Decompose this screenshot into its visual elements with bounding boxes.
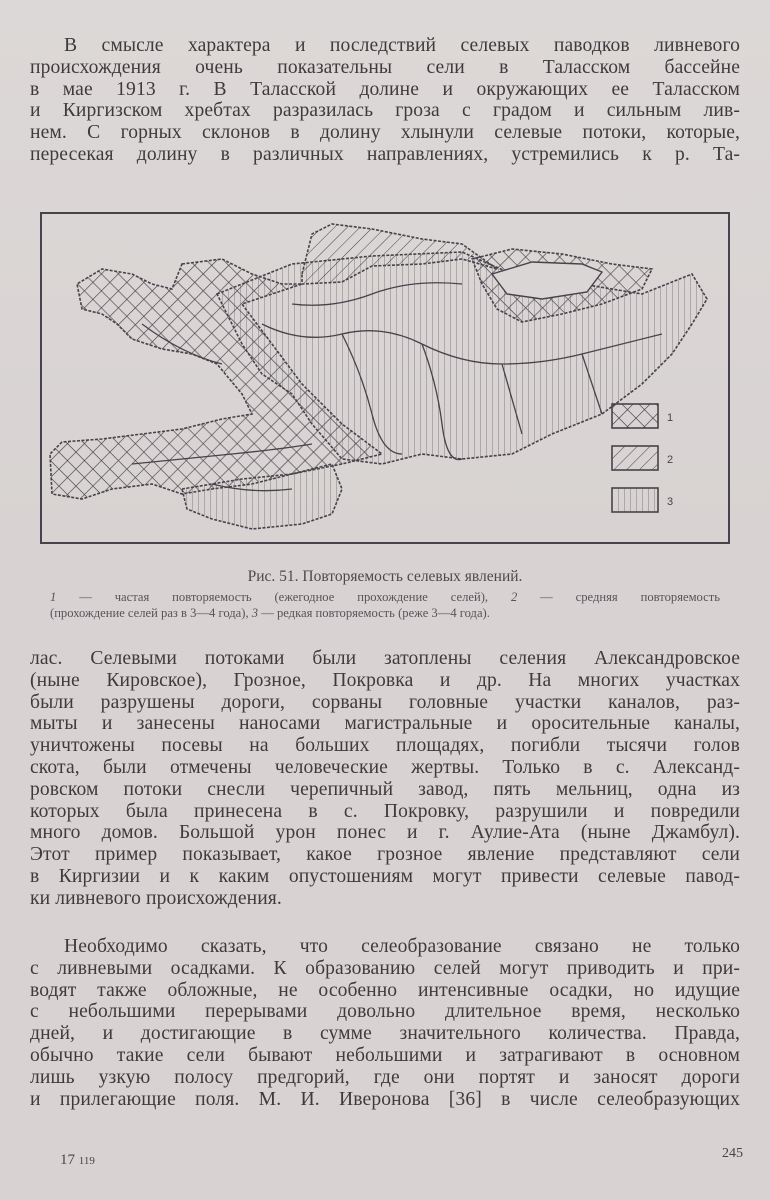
legend-label-3: 3 bbox=[667, 496, 674, 508]
text-line: и прилегающие поля. М. И. Иверонова [36] в числе селеобразующих bbox=[30, 1088, 740, 1110]
text-line: водят также обложные, не особенно интенсивные осадки, но идущие bbox=[30, 979, 740, 1001]
text-line: пересекая долину в различных направлениях, устремились к р. Та- bbox=[30, 143, 740, 165]
text-line: в мае 1913 г. В Таласской долине и окружающих ее Таласском bbox=[30, 78, 740, 100]
figure-caption-title: Рис. 51. Повторяемость селевых явлений. bbox=[247, 568, 523, 585]
text-line: много домов. Большой урон понес и г. Аулие-Ата (ныне Джамбул). bbox=[30, 822, 740, 844]
text-line: с небольшими перерывами довольно длительное время, несколько bbox=[30, 1001, 740, 1023]
text-line: происхождения очень показательны сели в Таласском бассейне bbox=[30, 56, 740, 78]
caption-line: 1 — частая повторяемость (ежегодное прохождение селей), 2 — средняя повторяемость bbox=[50, 590, 721, 604]
figure-mudflow-map bbox=[40, 212, 730, 544]
paragraph-talas-mudflows bbox=[30, 35, 740, 166]
text-line: Этот пример показывает, какое грозное явление представляют сели bbox=[30, 844, 740, 866]
text-line: дней, и достигающие в сумме значительного количества. Правда, bbox=[30, 1023, 740, 1045]
text-line: Необходимо сказать, что селеобразование связано не только bbox=[64, 936, 740, 957]
legend-swatch-rare bbox=[612, 488, 658, 512]
legend-swatch-medium bbox=[612, 446, 658, 470]
text-line: В смысле характера и последствий селевых паводков ливневого bbox=[64, 35, 740, 56]
text-line: (ныне Кировское), Грозное, Покровка и др. На многих участках bbox=[30, 669, 740, 691]
figure-caption-legend bbox=[50, 589, 720, 621]
paragraph-damage bbox=[30, 648, 740, 910]
text-line: и Киргизском хребтах разразилась гроза с градом и сильным лив- bbox=[30, 100, 740, 122]
text-line: которых была принесена в с. Покровку, разрушили и повредили bbox=[30, 800, 740, 822]
text-line: уничтожены посевы на больших площадях, погибли тысячи голов bbox=[30, 735, 740, 757]
text-line: нем. С горных склонов в долину хлынули селевые потоки, которые, bbox=[30, 122, 740, 144]
text-line: скота, были отмечены человеческие жертвы. Только в с. Александ- bbox=[30, 756, 740, 778]
page-number: 245 bbox=[722, 1146, 743, 1161]
text-line: ки ливневого происхождения. bbox=[30, 887, 282, 909]
text-line: с ливневыми осадками. К образованию селей могут приводить и при- bbox=[30, 957, 740, 979]
text-line: лас. Селевыми потоками были затоплены селения Александровское bbox=[30, 648, 740, 669]
text-line: обычно такие сели бывают небольшими и затрагивают в основном bbox=[30, 1044, 740, 1066]
legend-swatch-frequent bbox=[612, 404, 658, 428]
map-illustration bbox=[42, 214, 728, 542]
text-line: лишь узкую полосу предгорий, где они портят и заносят дороги bbox=[30, 1066, 740, 1088]
legend-label-2: 2 bbox=[667, 454, 674, 466]
legend-label-1: 1 bbox=[667, 412, 674, 424]
caption-line: (прохождение селей раз в 3—4 года), 3 — редкая повторяемость (реже 3—4 года). bbox=[50, 606, 490, 620]
paragraph-prolonged-rain bbox=[30, 936, 740, 1110]
text-line: мыты и занесены наносами магистральные и оросительные каналы, bbox=[30, 713, 740, 735]
printer-signature: 17 119 bbox=[60, 1152, 95, 1168]
text-line: в Киргизии и к каким опустошениям могут привести селевые павод- bbox=[30, 865, 740, 887]
text-line: были разрушены дороги, сорваны головные участки каналов, раз- bbox=[30, 691, 740, 713]
text-line: ровском потоки снесли черепичный завод, пять мельниц, одна из bbox=[30, 778, 740, 800]
map-legend bbox=[612, 404, 673, 512]
